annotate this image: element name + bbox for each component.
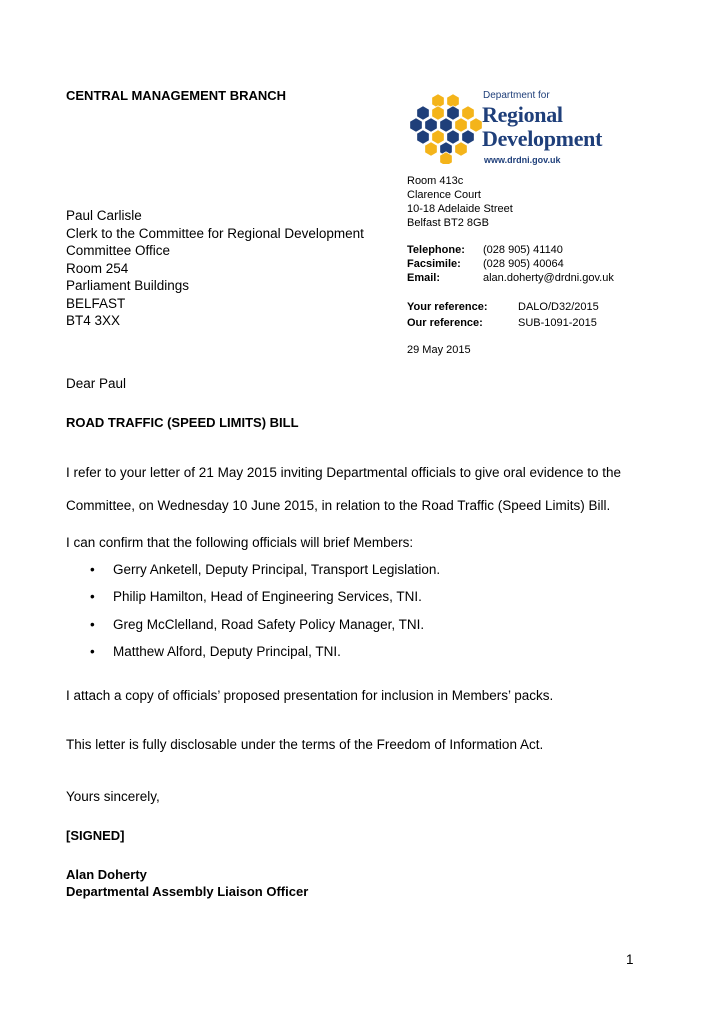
official-entry: Philip Hamilton, Head of Engineering Services, TNI.	[113, 589, 422, 605]
contact-value: (028 905) 41140	[483, 244, 563, 256]
bullet-icon: •	[90, 589, 95, 605]
reference-label: Our reference:	[407, 317, 483, 329]
recipient-line: Parliament Buildings	[66, 278, 190, 293]
bullet-icon: •	[90, 616, 95, 632]
logo-hexagon	[417, 130, 429, 144]
recipient-line: BT4 3XX	[66, 313, 121, 328]
reference-details	[407, 299, 599, 331]
reference-value: DALO/D32/2015	[518, 301, 599, 313]
logo-hexagon	[462, 106, 474, 120]
drd-logo-hexagons-icon	[410, 92, 482, 164]
signatory-name: Alan Doherty	[66, 867, 147, 882]
recipient-line: Clerk to the Committee for Regional Development	[66, 225, 364, 241]
official-entry: Gerry Anketell, Deputy Principal, Transport Legislation.	[113, 562, 441, 577]
logo-hexagon	[462, 130, 474, 144]
sender-address	[407, 174, 513, 230]
contact-row-email	[407, 271, 614, 285]
recipient-line: Committee Office	[66, 243, 171, 258]
contact-details	[407, 243, 614, 285]
closing: Yours sincerely,	[66, 789, 160, 804]
page-number: 1	[626, 952, 634, 967]
letter-date: 29 May 2015	[407, 344, 471, 356]
contact-label: Email:	[407, 272, 441, 284]
email-link[interactable]: alan.doherty@drdni.gov.uk	[483, 272, 614, 284]
signed-marker: [SIGNED]	[66, 828, 125, 843]
reference-row-yours	[407, 299, 599, 315]
officials-list	[90, 556, 440, 665]
logo-hexagon	[455, 118, 467, 132]
body-paragraph-1: I refer to your letter of 21 May 2015 inviting Departmental officials to give oral evidence to the Committee, on Wednesday 10 June 2015, in relation to the Road Traffic (Speed Limits) Bill.	[66, 465, 622, 513]
logo-hexagon	[410, 118, 422, 132]
logo-hexagon	[432, 106, 444, 120]
logo-development-text: Development	[482, 126, 603, 151]
official-entry: Matthew Alford, Deputy Principal, TNI.	[113, 643, 341, 659]
logo-regional-text: Regional	[482, 102, 563, 127]
reference-value: SUB-1091-2015	[518, 317, 597, 329]
list-item	[90, 556, 440, 583]
sender-address-line: Clarence Court	[407, 189, 481, 201]
logo-department-text: Department for	[483, 90, 550, 101]
subject-heading: ROAD TRAFFIC (SPEED LIMITS) BILL	[66, 415, 299, 430]
logo-hexagon	[455, 142, 467, 156]
logo-hexagon	[470, 118, 482, 132]
list-item	[90, 611, 440, 638]
recipient-address	[66, 207, 364, 330]
contact-label: Telephone:	[407, 244, 465, 256]
logo-hexagon	[440, 118, 452, 132]
body-paragraph-2: I can confirm that the following officials will brief Members:	[66, 535, 414, 550]
reference-label: Your reference:	[407, 301, 488, 313]
sender-address-line: 10-18 Adelaide Street	[407, 203, 513, 215]
greeting: Dear Paul	[66, 376, 127, 391]
logo-hexagon	[447, 106, 459, 120]
list-item	[90, 638, 440, 665]
bullet-icon: •	[90, 562, 95, 577]
logo-hexagon	[425, 118, 437, 132]
logo-hexagon	[417, 106, 429, 120]
body-paragraph-3: I attach a copy of officials’ proposed presentation for inclusion in Members’ packs.	[66, 688, 554, 703]
logo-hexagon	[432, 130, 444, 144]
branch-heading: CENTRAL MANAGEMENT BRANCH	[66, 88, 287, 103]
logo-url: www.drdni.gov.uk	[484, 155, 561, 165]
contact-value: (028 905) 40064	[483, 258, 564, 270]
recipient-line: Paul Carlisle	[66, 208, 142, 223]
contact-row-telephone	[407, 243, 614, 257]
signatory-title: Departmental Assembly Liaison Officer	[66, 884, 309, 899]
sender-address-line: Belfast BT2 8GB	[407, 217, 489, 229]
bullet-icon: •	[90, 643, 95, 659]
sender-address-line: Room 413c	[407, 175, 464, 187]
contact-label: Facsimile:	[407, 258, 461, 270]
logo-hexagon	[447, 130, 459, 144]
list-item	[90, 583, 440, 610]
body-paragraph-4: This letter is fully disclosable under the terms of the Freedom of Information Act.	[66, 737, 544, 752]
recipient-line: BELFAST	[66, 295, 126, 311]
logo-hexagon	[425, 142, 437, 156]
contact-row-facsimile	[407, 257, 614, 271]
recipient-line: Room 254	[66, 260, 129, 276]
official-entry: Greg McClelland, Road Safety Policy Manager, TNI.	[113, 616, 425, 632]
reference-row-ours	[407, 315, 599, 331]
